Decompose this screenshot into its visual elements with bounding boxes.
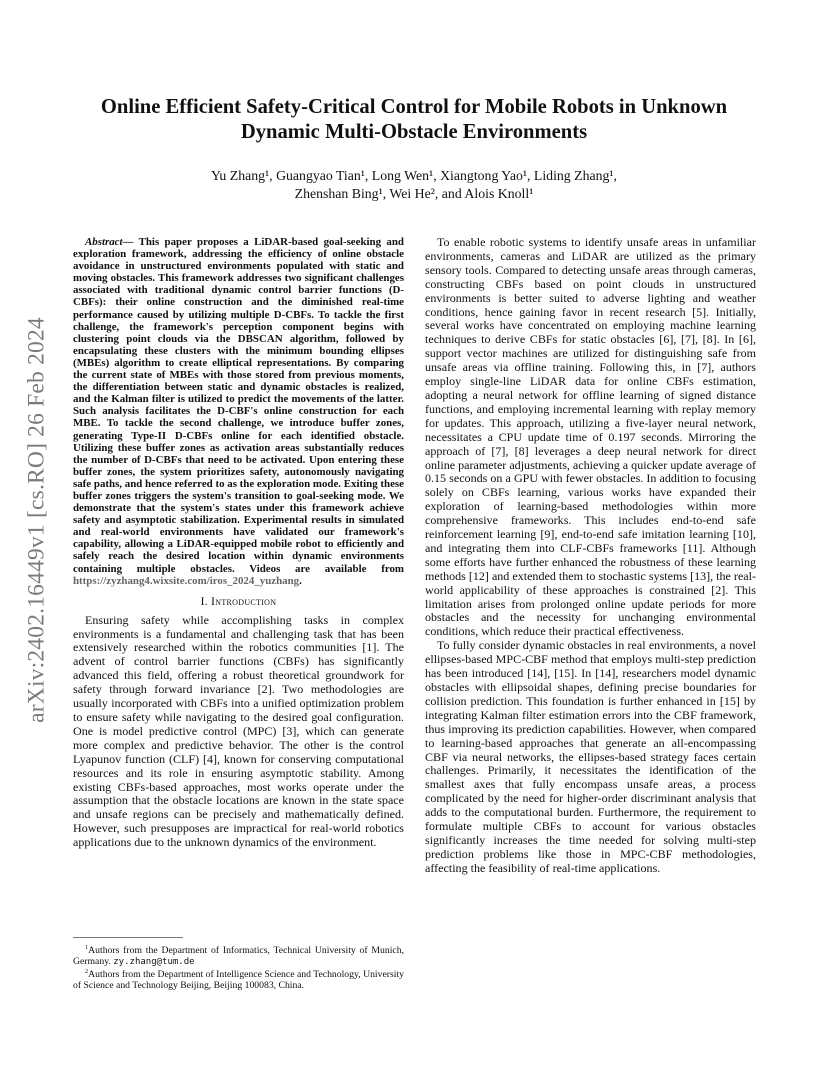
footnote-1-mark: 1 (85, 943, 89, 951)
title-line-1: Online Efficient Safety-Critical Control for Mobile Robots in Unknown (100, 96, 728, 118)
paper-title (80, 95, 748, 145)
footnote-rule (73, 937, 183, 938)
right-column (425, 236, 756, 876)
arxiv-identifier: arXiv:2402.16449v1 [cs.RO] 26 Feb 2024 (23, 317, 50, 723)
right-paragraph-1: To enable robotic systems to identify unsafe areas in unfamiliar environments, cameras and LiDAR are utilized as the primary sensory tools. Compared to detecting unsafe areas through cameras, constructing CBFs based on point clouds in unstructured environments is better suited to adverse lighting and weather conditions, hence gaining favor in recent research [5]. Initially, several works have concentrated on employing machine learning techniques to derive CBFs for static obstacles [6], [7], [8]. In [6], support vector machines are utilized for distinguishing safe from unsafe areas via offline training. Following this, in [7], authors employ single-line LiDAR data for online CBFs estimation, adopting a neural network for offline learning of signed distance functions, and employing incremental learning with replay memory for updates. This approach, utilizing a five-layer neural network, necessitates a CPU update time of 0.197 seconds. Mirroring the approach of [7], [8] leverages a deep neural network for direct online parameter adjustments, achieving a quicker update average of 0.15 seconds on a GPU with fewer obstacles. In addition to focusing solely on CBFs learning, various works have expanded their exploration of learning-based methodologies within more comprehensive frameworks. This includes end-to-end safe reinforcement learning [9], end-to-end safe imitation learning [10], and integrating them into CLF-CBFs frameworks [11]. Although some efforts have further enhanced the robustness of these learning methods [12] and extended them to stochastic systems [13], the real-world applicability of these approaches is constrained [2]. This limitation arises from prolonged online update periods for more obstacles and the necessity for unchanging environmental conditions, which reduce their practical effectiveness. (425, 235, 756, 639)
section-heading-introduction (73, 595, 404, 610)
abstract-label: Abstract (85, 236, 123, 248)
section-number: I. (200, 595, 212, 608)
footnote-2-mark: 2 (85, 967, 89, 975)
abstract-text: This paper proposes a LiDAR-based goal-seeking and exploration framework, addressing the efficiency of online obstacle avoidance in unstructured environments populated with static and moving obstacles. This framework addresses two significant challenges associated with traditional dynamic control barrier functions (D-CBFs): their online construction and the diminished real-time performance caused by utilizing multiple D-CBFs. To tackle the first challenge, the framework's perception component begins with clustering point clouds via the DBSCAN algorithm, followed by encapsulating these clusters with the minimum bounding ellipses (MBEs) algorithm to create elliptical representations. By comparing the current state of MBEs with those stored from previous moments, the differentiation between static and dynamic obstacles is realized, and the Kalman filter is utilized to predict the movements of the latter. Such analysis facilitates the D-CBF's online construction for each MBE. To tackle the second challenge, we introduce buffer zones, generating Type-II D-CBFs online for each identified obstacle. Utilizing these buffer zones as activation areas substantially reduces the number of D-CBFs that need to be activated. Upon entering these buffer zones, the system prioritizes safety, autonomously navigating safe paths, and hence referred to as the exploration mode. Exiting these buffer zones triggers the system's transition to goal-seeking mode. We demonstrate that the system's states under this framework achieve safety and asymptotic stabilization. Experimental results in simulated and real-world environments have validated our framework's capability, allowing a LiDAR-equipped mobile robot to efficiently and safely reach the desired location within dynamic environments containing multiple obstacles. Videos are available from (73, 236, 404, 575)
abstract-end: . (299, 574, 302, 587)
abstract (73, 236, 404, 587)
author-list (80, 167, 748, 203)
arxiv-identifier-margin (19, 285, 55, 755)
abstract-dash: — (122, 236, 139, 248)
footnotes (73, 945, 404, 992)
video-link[interactable]: https://zyzhang4.wixsite.com/iros_2024_yuzhang (73, 574, 300, 587)
author-email: zy.zhang@tum.de (113, 957, 195, 968)
section-title: Introduction (211, 593, 277, 608)
right-paragraph-2: To fully consider dynamic obstacles in real environments, a novel ellipses-based MPC-CBF method that employs multi-step prediction has been introduced [14], [15]. In [14], researchers model dynamic obstacles with ellipsoidal shapes, defining precise boundaries for collision prediction. This foundation is further enhanced in [15] by integrating Kalman filter estimation errors into the CBF framework, thus improving its prediction capabilities. However, when compared to learning-based approaches that generate an all-encompassing CBF via neural networks, the ellipses-based strategy faces certain challenges. Primarily, it necessitates the identification of the smallest axes that fully encompass unsafe areas, a process complicated by the need for higher-order discriminant analysis that adds to the computational burden. Furthermore, the requirement to formulate multiple CBFs to account for various obstacles significantly increases the time needed for solving multi-step prediction problems like those in MPC-CBF methodologies, affecting the feasibility of real-time applications. (425, 638, 756, 875)
footnote-1-text: Authors from the Department of Informatics, Technical University of Munich, Germany. (73, 945, 404, 968)
left-column (73, 236, 404, 850)
intro-paragraph: Ensuring safety while accomplishing tasks in complex environments is a fundamental and challenging task that has been extensively researched within the robotics communities [1]. The advent of control barrier functions (CBFs) has significantly advanced this field, offering a robust theoretical groundwork for safety through forward invariance [2]. Two methodologies are usually incorporated with CBFs into a unified optimization problem to ensure safety while navigating to the desired goal configuration. One is model predictive control (MPC) [3], which can generate more complex and predictive behavior. The other is the control Lyapunov function (CLF) [4], known for conserving computational resources and its role in ensuring asymptotic stability. Among existing CBFs-based approaches, most works operate under the assumption that the obstacle locations are known in the state space and unsafe regions can be precisely and mathematically defined. However, such presupposes are impractical for real-world robotics applications due to the unknown dynamics of the environment. (73, 612, 404, 850)
footnote-1 (73, 945, 404, 969)
footnote-2-text: Authors from the Department of Intelligence Science and Technology, University of Science and Technology Beijing, Beijing 100083, China. (73, 968, 404, 992)
author-line-2: Zhenshan Bing¹, Wei He², and Alois Knoll¹ (294, 186, 534, 201)
title-line-2: Dynamic Multi-Obstacle Environments (240, 121, 588, 143)
author-line-1: Yu Zhang¹, Guangyao Tian¹, Long Wen¹, Xiangtong Yao¹, Liding Zhang¹, (211, 168, 617, 183)
footnote-2 (73, 969, 404, 992)
